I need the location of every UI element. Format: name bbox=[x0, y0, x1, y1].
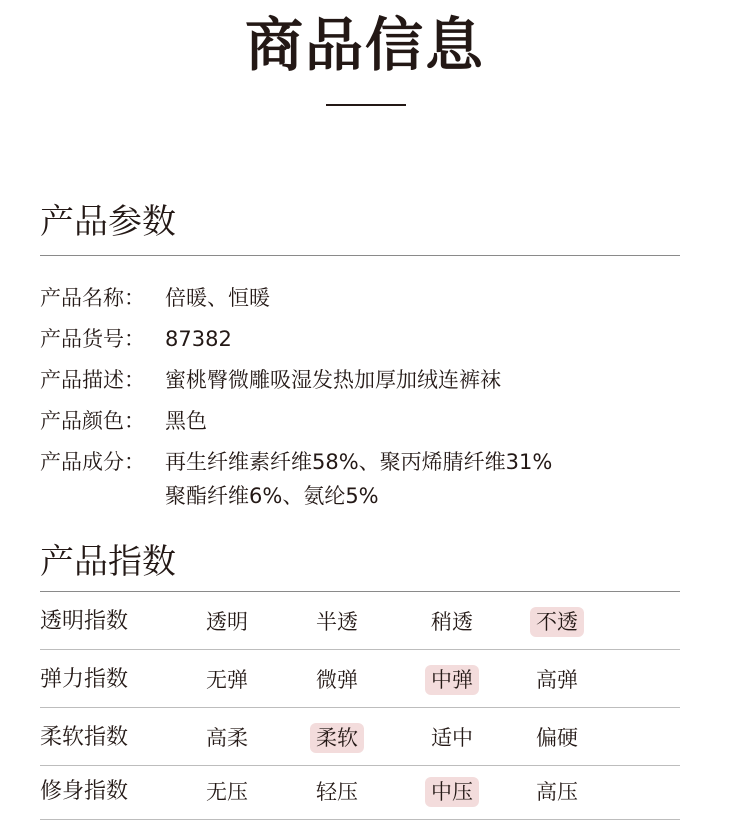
index-option: 中弹 bbox=[425, 665, 479, 695]
param-value: 倍暖、恒暖 bbox=[165, 286, 270, 310]
param-value: 87382 bbox=[165, 327, 232, 351]
index-option: 不透 bbox=[530, 607, 584, 637]
param-label: 产品颜色： bbox=[40, 409, 145, 433]
index-row-softness bbox=[40, 710, 680, 766]
param-value: 蜜桃臀微雕吸湿发热加厚加绒连裤袜 bbox=[165, 368, 501, 392]
index-option: 透明 bbox=[206, 610, 248, 634]
page-title: 商品信息 bbox=[244, 11, 485, 79]
index-label: 柔软指数 bbox=[40, 725, 129, 750]
param-row-description bbox=[40, 364, 680, 396]
param-value: 再生纤维素纤维58%、聚丙烯腈纤维31% bbox=[165, 450, 553, 474]
param-label: 产品货号： bbox=[40, 327, 145, 351]
param-value-line2: 聚酯纤维6%、氨纶5% bbox=[165, 484, 379, 508]
row-divider bbox=[40, 649, 680, 650]
index-label: 修身指数 bbox=[40, 779, 129, 804]
index-row-transparency bbox=[40, 594, 680, 650]
index-label: 透明指数 bbox=[40, 609, 129, 634]
param-label: 产品名称： bbox=[40, 286, 145, 310]
param-label: 产品描述： bbox=[40, 368, 145, 392]
params-divider bbox=[40, 255, 680, 256]
index-heading: 产品指数 bbox=[40, 542, 176, 582]
index-option: 柔软 bbox=[310, 723, 364, 753]
index-option: 高压 bbox=[536, 780, 578, 804]
param-row-name bbox=[40, 282, 680, 314]
index-option: 适中 bbox=[431, 726, 473, 750]
param-value: 黑色 bbox=[165, 409, 207, 433]
index-row-elasticity bbox=[40, 652, 680, 708]
param-row-composition bbox=[40, 446, 680, 478]
index-divider bbox=[40, 591, 680, 592]
index-option: 半透 bbox=[316, 610, 358, 634]
index-option: 高柔 bbox=[206, 726, 248, 750]
param-row-composition-cont bbox=[40, 480, 680, 512]
index-option: 微弹 bbox=[316, 668, 358, 692]
row-divider bbox=[40, 819, 680, 820]
params-heading: 产品参数 bbox=[40, 202, 176, 242]
param-row-color bbox=[40, 405, 680, 437]
index-option: 无压 bbox=[206, 780, 248, 804]
param-label: 产品成分： bbox=[40, 450, 145, 474]
index-option: 无弹 bbox=[206, 668, 248, 692]
index-option: 轻压 bbox=[316, 780, 358, 804]
index-row-fit bbox=[40, 764, 680, 820]
index-label: 弹力指数 bbox=[40, 667, 129, 692]
row-divider bbox=[40, 707, 680, 708]
title-underline bbox=[326, 104, 406, 106]
param-row-sku bbox=[40, 323, 680, 355]
index-option: 稍透 bbox=[431, 610, 473, 634]
index-option: 中压 bbox=[425, 777, 479, 807]
index-option: 偏硬 bbox=[536, 726, 578, 750]
index-option: 高弹 bbox=[536, 668, 578, 692]
